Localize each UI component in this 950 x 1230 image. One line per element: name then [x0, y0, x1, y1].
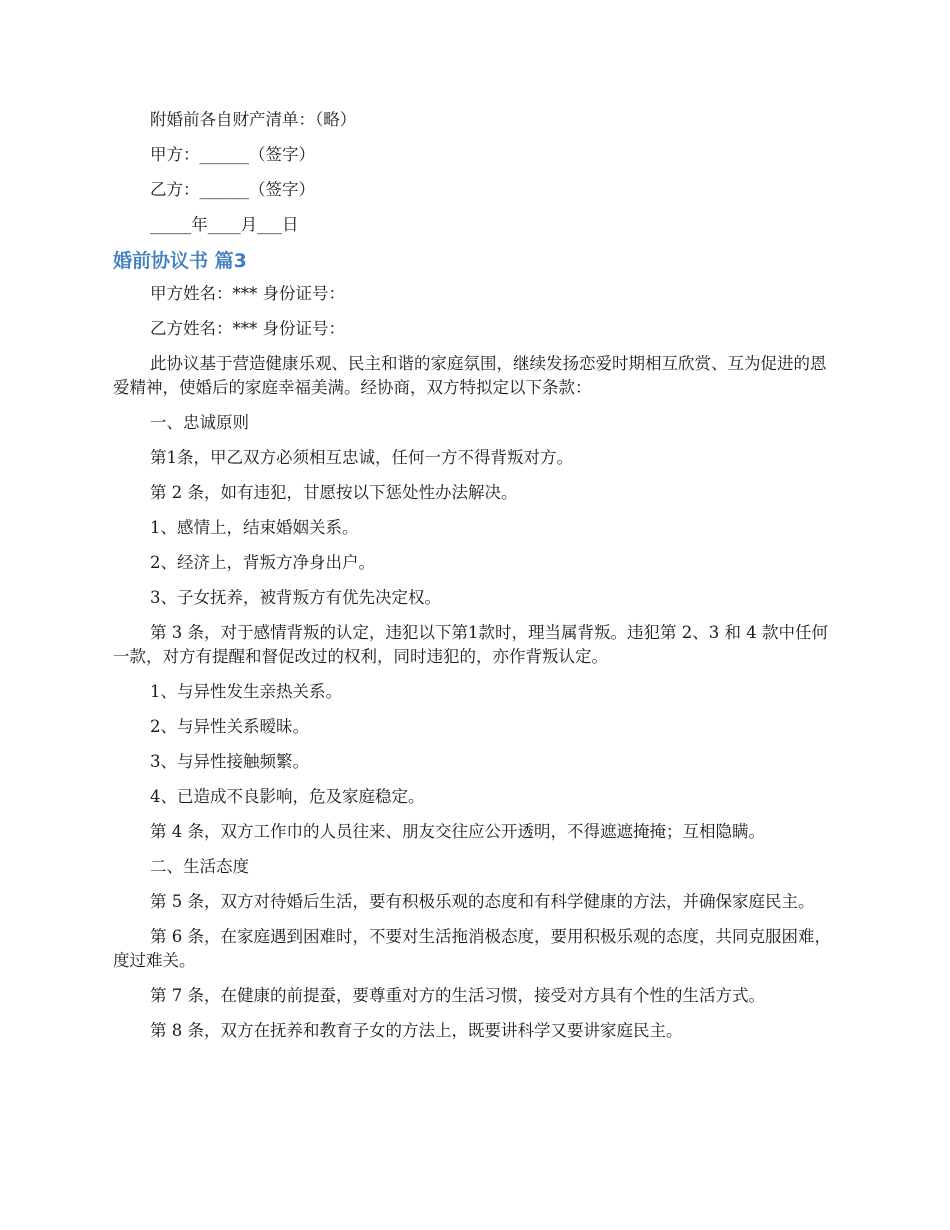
- article-2-item-1: 1、感情上，结束婚姻关系。: [150, 518, 359, 537]
- article-6: 第 6 条，在家庭遇到困难时，不要对生活拖消极态度，要用积极乐观的态度，共同克服困难，度过难关。: [113, 927, 831, 970]
- article-7: 第 7 条，在健康的前提蚕，要尊重对方的生活习惯，接受对方具有个性的生活方式。: [150, 986, 765, 1005]
- section-heading: 婚前协议书 篇3: [113, 250, 247, 272]
- document-content: [113, 108, 841, 1054]
- article-3-item-1: 1、与异性发生亲热关系。: [150, 682, 342, 701]
- article-2-item-3: 3、子女抚养，被背叛方有优先决定权。: [150, 588, 441, 607]
- chapter-loyalty-title: 一、忠诚原则: [150, 413, 249, 432]
- article-3-item-3: 3、与异性接触频繁。: [150, 752, 309, 771]
- property-list-note: 附婚前各自财产清单：（略）: [150, 110, 357, 129]
- article-2-item-2: 2、经济上，背叛方净身出户。: [150, 553, 375, 572]
- date-line: _____年____月___日: [150, 215, 299, 234]
- article-5: 第 5 条，双方对待婚后生活，要有积极乐观的态度和有科学健康的方法，并确保家庭民主。: [150, 892, 815, 911]
- article-1: 第1条，甲乙双方必须相互忠诚，任何一方不得背叛对方。: [150, 448, 573, 467]
- party-a-signature-line: 甲方：______（签字）: [150, 145, 315, 164]
- party-a-name-line: 甲方姓名：*** 身份证号：: [150, 284, 345, 303]
- article-4: 第 4 条，双方工作巾的人员往来、朋友交往应公开透明，不得遮遮掩掩；互相隐瞒。: [150, 822, 765, 841]
- party-b-signature-line: 乙方：______（签字）: [150, 180, 315, 199]
- article-3-item-4: 4、已造成不良影响，危及家庭稳定。: [150, 787, 425, 806]
- party-b-name-line: 乙方姓名：*** 身份证号：: [150, 319, 345, 338]
- article-2: 第 2 条，如有违犯，甘愿按以下惩处性办法解决。: [150, 483, 518, 502]
- article-8: 第 8 条，双方在抚养和教育子女的方法上，既要讲科学又要讲家庭民主。: [150, 1021, 683, 1040]
- article-3: 第 3 条，对于感情背叛的认定，违犯以下第1款时，理当属背叛。违犯第 2、3 和 4 款中任何一款，对方有提醒和督促改过的权利，同时违犯的，亦作背叛认定。: [113, 623, 828, 666]
- chapter-life-attitude-title: 二、生活态度: [150, 857, 249, 876]
- article-3-item-2: 2、与异性关系暧昧。: [150, 717, 309, 736]
- agreement-preamble: 此协议基于营造健康乐观、民主和谐的家庭氛围，继续发扬恋爱时期相互欣赏、互为促进的恩爱精神，使婚后的家庭幸福美满。经协商，双方特拟定以下条款：: [113, 354, 827, 397]
